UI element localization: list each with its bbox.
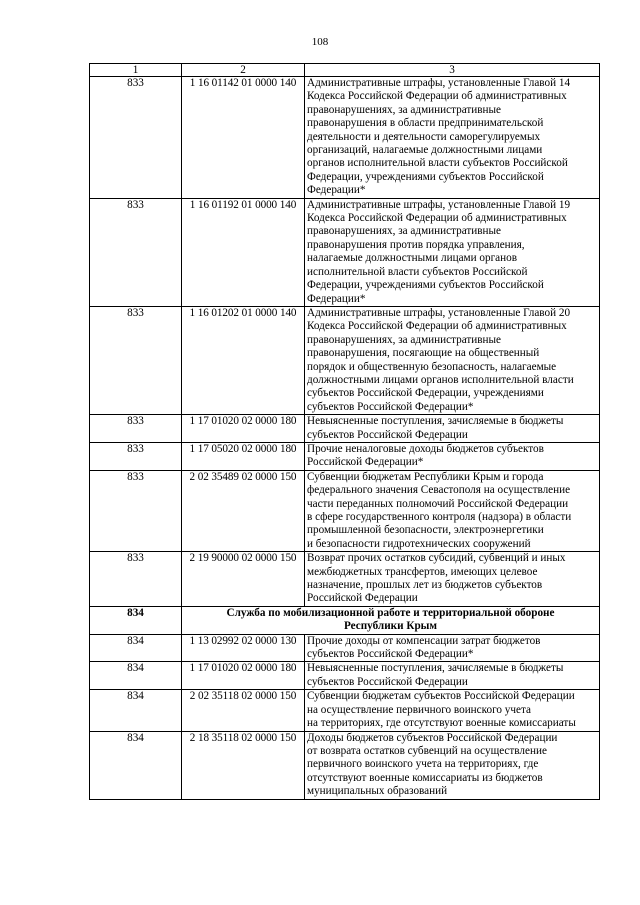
table-row [90, 442, 600, 470]
description-line: правонарушениях, за административные [307, 333, 501, 346]
description-line: правонарушения против порядка управления, [307, 238, 525, 251]
description-line: промышленной безопасности, электроэнергетики [307, 524, 544, 537]
description-line: Федерации* [307, 184, 366, 197]
description-line: правонарушениях, за административные [307, 103, 501, 116]
budget-classification-code-cell: 2 18 35118 02 0000 150 [182, 731, 305, 799]
budget-classification-code-cell: 1 17 01020 02 0000 180 [182, 662, 305, 690]
revenue-description-cell [305, 470, 600, 551]
table-row [90, 662, 600, 690]
description-line: Субвенции бюджетам Республики Крым и города [307, 470, 544, 483]
description-line: Прочие неналоговые доходы бюджетов субъектов [307, 442, 544, 455]
description-line: Служба по мобилизационной работе и территориальной обороне [226, 606, 555, 619]
table-row [90, 690, 600, 731]
budget-classification-code-cell: 1 16 01192 01 0000 140 [182, 198, 305, 306]
revenue-description-cell [305, 634, 600, 662]
budget-classification-code-cell: 1 13 02992 02 0000 130 [182, 634, 305, 662]
administrator-code-cell: 834 [90, 606, 182, 634]
description-line: Кодекса Российской Федерации об административных [307, 320, 567, 333]
table-row [90, 634, 600, 662]
description-line: части переданных полномочий Российской Федерации [307, 497, 569, 510]
description-line: Административные штрафы, установленные Главой 19 [307, 198, 571, 211]
budget-classification-code-cell: 2 02 35118 02 0000 150 [182, 690, 305, 731]
budget-classification-code-cell: 1 17 05020 02 0000 180 [182, 442, 305, 470]
description-line: муниципальных образований [307, 785, 448, 798]
table-row [90, 470, 600, 551]
description-line: Федерации* [307, 292, 366, 305]
administrator-code-cell: 834 [90, 690, 182, 731]
description-line: Республики Крым [343, 620, 438, 633]
description-line: правонарушениях, за административные [307, 225, 501, 238]
description-line: назначение, прошлых лет из бюджетов субъектов [307, 579, 543, 592]
description-line: субъектов Российской Федерации* [307, 400, 474, 413]
description-line: Федерации, учреждениями субъектов Российской [307, 279, 544, 292]
administrator-code-cell: 833 [90, 442, 182, 470]
description-line: отсутствуют военные комиссариаты из бюджетов [307, 771, 543, 784]
budget-classification-code-cell: 1 16 01202 01 0000 140 [182, 306, 305, 414]
column-number-3: 3 [305, 64, 600, 77]
budget-revenue-table [89, 63, 600, 800]
description-line: деятельности и деятельности саморегулируемых [307, 130, 541, 143]
description-line: федерального значения Севастополя на осуществление [307, 484, 571, 497]
table-row [90, 77, 600, 199]
description-line: межбюджетных трансфертов, имеющих целевое [307, 565, 538, 578]
administrator-code-cell: 834 [90, 634, 182, 662]
description-line: должностными лицами органов исполнительной власти [307, 373, 574, 386]
table-row [90, 306, 600, 414]
section-header-row [90, 606, 600, 634]
description-line: исполнительной власти субъектов Российской [307, 265, 528, 278]
table-row [90, 198, 600, 306]
budget-classification-code-cell: 1 17 01020 02 0000 180 [182, 415, 305, 443]
description-line: налагаемые должностными лицами органов [307, 252, 518, 265]
description-line: Российской Федерации* [307, 456, 424, 469]
description-line: субъектов Российской Федерации* [307, 648, 474, 661]
description-line: Административные штрафы, установленные Главой 20 [307, 306, 571, 319]
section-title-cell [182, 606, 600, 634]
column-number-1: 1 [90, 64, 182, 77]
table-body [90, 77, 600, 800]
column-number-row [90, 64, 600, 77]
description-line: Доходы бюджетов субъектов Российской Федерации [307, 731, 558, 744]
description-line: субъектов Российской Федерации, учреждениями [307, 387, 544, 400]
administrator-code-cell: 833 [90, 415, 182, 443]
table-row [90, 731, 600, 799]
administrator-code-cell: 833 [90, 198, 182, 306]
administrator-code-cell: 834 [90, 731, 182, 799]
revenue-description-cell [305, 731, 600, 799]
description-line: на осуществление первичного воинского учета [307, 703, 531, 716]
revenue-description-cell [305, 662, 600, 690]
budget-classification-code-cell: 2 19 90000 02 0000 150 [182, 552, 305, 607]
revenue-description-cell [305, 415, 600, 443]
page-number: 108 [311, 36, 329, 48]
description-line: Федерации, учреждениями субъектов Российской [307, 170, 544, 183]
description-line: Кодекса Российской Федерации об административных [307, 90, 567, 103]
revenue-description-cell [305, 442, 600, 470]
description-line: Возврат прочих остатков субсидий, субвенций и иных [307, 552, 566, 565]
description-line: организаций, налагаемые должностными лицами [307, 144, 543, 157]
description-line: субъектов Российской Федерации [307, 675, 468, 688]
description-line: субъектов Российской Федерации [307, 428, 468, 441]
description-line: и безопасности гидротехнических сооружений [307, 537, 531, 550]
revenue-description-cell [305, 77, 600, 199]
description-line: Кодекса Российской Федерации об административных [307, 212, 567, 225]
description-line: первичного воинского учета на территориях, где [307, 758, 539, 771]
description-line: на территориях, где отсутствуют военные комиссариаты [307, 717, 576, 730]
description-line: в сфере государственного контроля (надзора) в области [307, 511, 572, 523]
description-line: правонарушения, посягающие на общественный [307, 347, 540, 360]
administrator-code-cell: 833 [90, 552, 182, 607]
budget-classification-code-cell: 2 02 35489 02 0000 150 [182, 470, 305, 551]
revenue-description-cell [305, 552, 600, 607]
revenue-description-cell [305, 690, 600, 731]
column-number-2: 2 [182, 64, 305, 77]
description-line: правонарушения в области предпринимательской [307, 117, 544, 130]
description-line: Прочие доходы от компенсации затрат бюджетов [307, 634, 541, 647]
table-row [90, 552, 600, 607]
description-line: Административные штрафы, установленные Главой 14 [307, 77, 571, 89]
revenue-description-cell [305, 198, 600, 306]
administrator-code-cell: 833 [90, 470, 182, 551]
description-line: Невыясненные поступления, зачисляемые в бюджеты [307, 415, 564, 428]
budget-classification-code-cell: 1 16 01142 01 0000 140 [182, 77, 305, 199]
description-line: от возврата остатков субвенций на осуществление [307, 744, 547, 757]
description-line: Невыясненные поступления, зачисляемые в бюджеты [307, 662, 564, 675]
administrator-code-cell: 833 [90, 77, 182, 199]
table-row [90, 415, 600, 443]
description-line: органов исполнительной власти субъектов Российской [307, 157, 568, 170]
description-line: Российской Федерации [307, 592, 418, 605]
description-line: порядок и общественную безопасность, налагаемые [307, 360, 557, 373]
revenue-description-cell [305, 306, 600, 414]
administrator-code-cell: 834 [90, 662, 182, 690]
administrator-code-cell: 833 [90, 306, 182, 414]
description-line: Субвенции бюджетам субъектов Российской Федерации [307, 690, 575, 703]
